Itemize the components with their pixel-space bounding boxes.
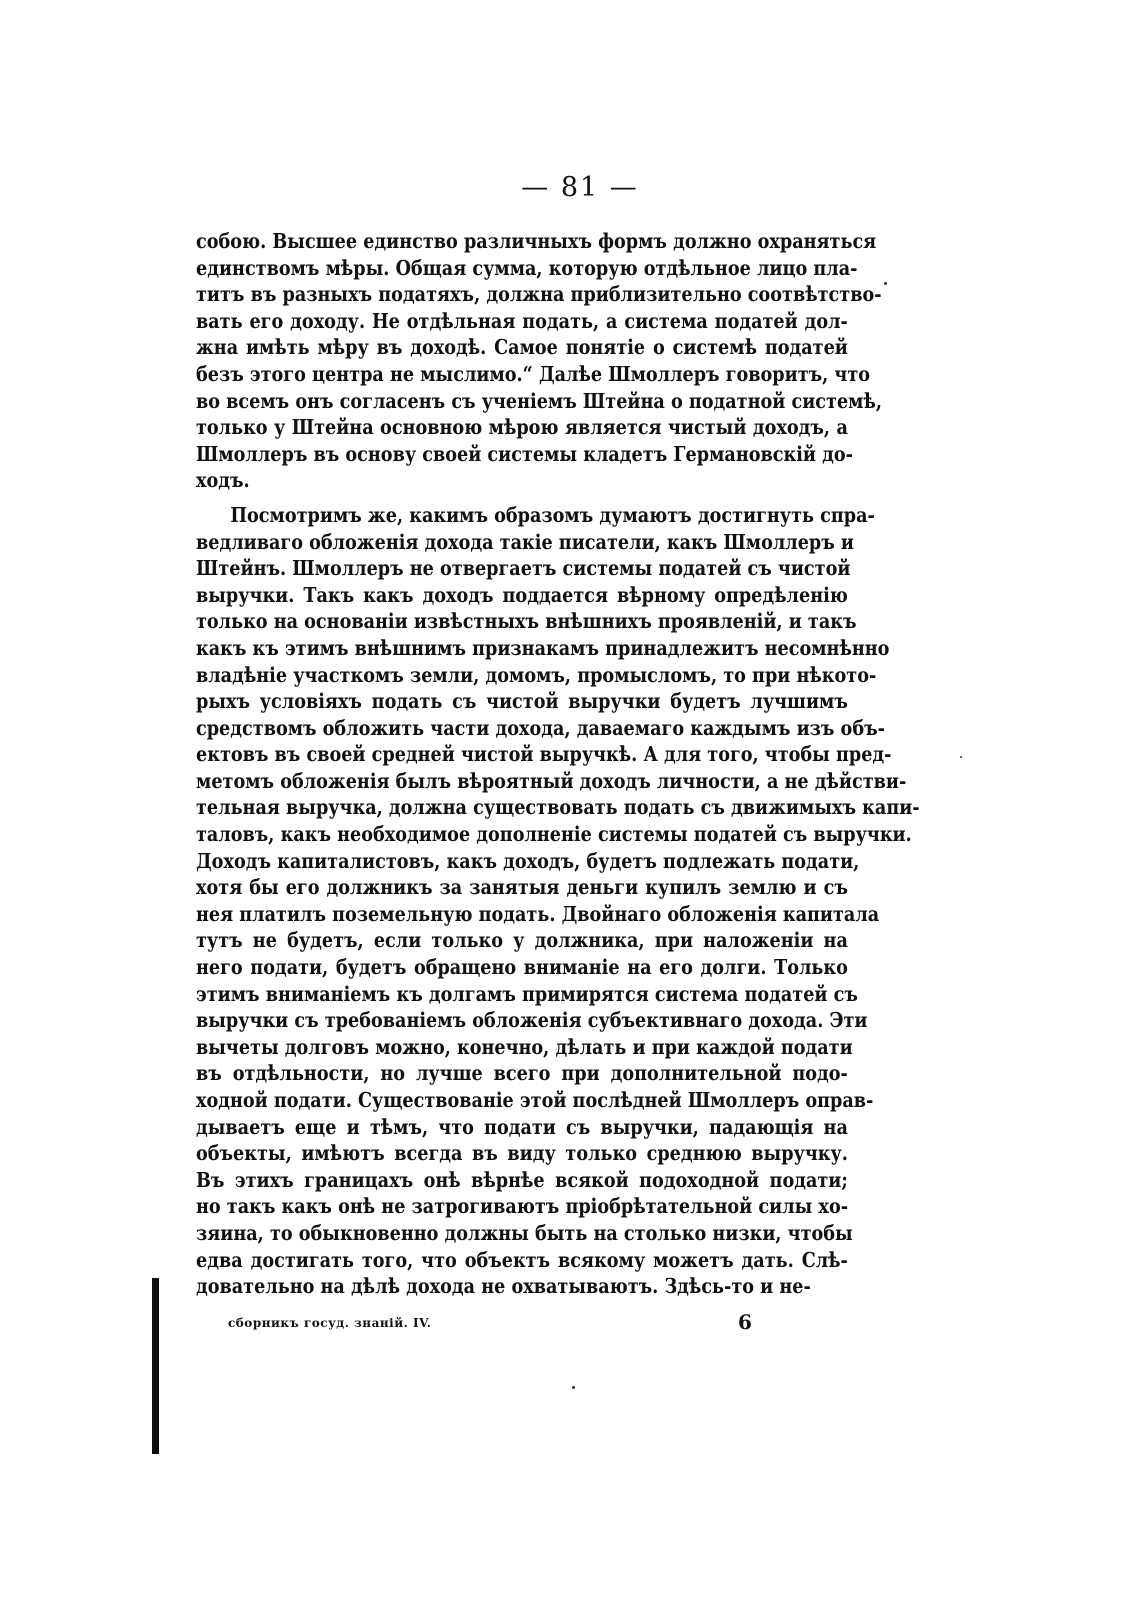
text-line: собою. Высшее единство различныхъ формъ должно охраняться <box>196 229 877 253</box>
text-line: какъ къ этимъ внѣшнимъ признакамъ принадлежитъ несомнѣнно <box>196 635 890 660</box>
text-line: во всемъ онъ согласенъ съ ученіемъ Штейна о податной системѣ, <box>196 388 883 413</box>
text-line: только у Штейна основною мѣрою является чистый доходъ, а <box>196 415 848 440</box>
text-line: метомъ обложенія былъ вѣроятный доходъ личности, а не дѣйстви- <box>196 768 907 793</box>
text-line: Доходъ капиталистовъ, какъ доходъ, будетъ подлежать подати, <box>196 848 860 873</box>
text-line: выручки съ требованіемъ обложенія субъективнаго дохода. Эти <box>196 1008 868 1033</box>
page-number: — 81 — <box>521 172 639 203</box>
text-line: объекты, имѣютъ всегда въ виду только среднюю выручку. <box>196 1141 848 1166</box>
sheet-number: 6 <box>738 1310 752 1334</box>
text-line: единствомъ мѣры. Общая сумма, которую отдѣльное лицо пла- <box>196 255 858 280</box>
text-line: тутъ не будетъ, если только у должника, при наложеніи на <box>196 928 848 953</box>
text-line: Посмотримъ же, какимъ образомъ думаютъ достигнуть спра- <box>230 502 875 527</box>
paragraph <box>196 502 920 1300</box>
text-line: зяина, то обыкновенно должны быть на столько низки, чтобы <box>196 1220 853 1245</box>
text-line: вать его доходу. Не отдѣльная подать, а система податей дол- <box>196 308 848 333</box>
paragraph-gap <box>196 494 848 502</box>
text-line: но такъ какъ онѣ не затрогиваютъ пріобрѣтательной силы хо- <box>196 1194 849 1219</box>
paragraph <box>196 228 883 494</box>
text-line: въ отдѣльности, но лучше всего при дополнительной подо- <box>196 1061 848 1086</box>
text-line: хотя бы его должникъ за занятыя деньги купилъ землю и съ <box>196 875 848 900</box>
text-line: вычеты долговъ можно, конечно, дѣлать и при каждой подати <box>196 1034 853 1059</box>
text-line: таловъ, какъ необходимое дополненіе системы податей съ выручки. <box>196 822 912 847</box>
text-line: рыхъ условіяхъ подать съ чистой выручки будетъ лучшимъ <box>196 689 848 714</box>
text-line: титъ въ разныхъ податяхъ, должна приблизительно соотвѣтство- <box>196 282 882 307</box>
text-line: безъ этого центра не мыслимо.“ Далѣе Шмоллеръ говоритъ, что <box>196 361 871 386</box>
scan-speck <box>960 756 962 758</box>
text-line: довательно на дѣлѣ дохода не охватываютъ. Здѣсь-то и не- <box>196 1274 811 1299</box>
text-line: жна имѣть мѣру въ доходѣ. Самое понятіе о системѣ податей <box>196 335 848 360</box>
text-line: тельная выручка, должна существовать подать съ движимыхъ капи- <box>196 795 920 820</box>
text-line: выручки. Такъ какъ доходъ поддается вѣрному опредѣленію <box>196 582 848 607</box>
text-line: только на основаніи извѣстныхъ внѣшнихъ проявленій, и такъ <box>196 609 857 634</box>
text-line: ходъ. <box>196 468 250 493</box>
text-line: ведливаго обложенія дохода такіе писатели, какъ Шмоллеръ и <box>196 529 854 554</box>
text-line: дываетъ еще и тѣмъ, что подати съ выручки, падающія на <box>196 1114 848 1139</box>
scan-speck <box>884 282 887 285</box>
text-line: нея платилъ поземельную подать. Двойнаго обложенія капитала <box>196 901 880 926</box>
text-line: него подати, будетъ обращено вниманіе на его долги. Только <box>196 955 848 980</box>
scan-speck <box>572 1386 575 1389</box>
text-line: ектовъ въ своей средней чистой выручкѣ. А для того, чтобы пред- <box>196 742 892 767</box>
text-line: владѣніе участкомъ земли, домомъ, промысломъ, то при нѣкото- <box>196 662 877 687</box>
body-text <box>196 228 920 1300</box>
text-line: ходной подати. Существованіе этой послѣдней Шмоллеръ оправ- <box>196 1088 874 1112</box>
text-line: Шмоллеръ въ основу своей системы кладетъ Германовскій до- <box>196 441 853 466</box>
text-line: средствомъ обложить части дохода, даваемаго каждымъ изъ объ- <box>196 715 885 740</box>
text-line: Въ этихъ границахъ онѣ вѣрнѣе всякой подоходной подати; <box>196 1167 848 1192</box>
signature-line: сборникъ госуд. знаній. IV. <box>228 1316 432 1330</box>
text-line: Штейнъ. Шмоллеръ не отвергаетъ системы податей съ чистой <box>196 556 851 581</box>
scan-edge-mark <box>152 1278 159 1454</box>
text-line: едва достигать того, что объектъ всякому можетъ дать. Слѣ- <box>196 1247 848 1272</box>
text-line: этимъ вниманіемъ къ долгамъ примирятся система податей съ <box>196 981 858 1006</box>
